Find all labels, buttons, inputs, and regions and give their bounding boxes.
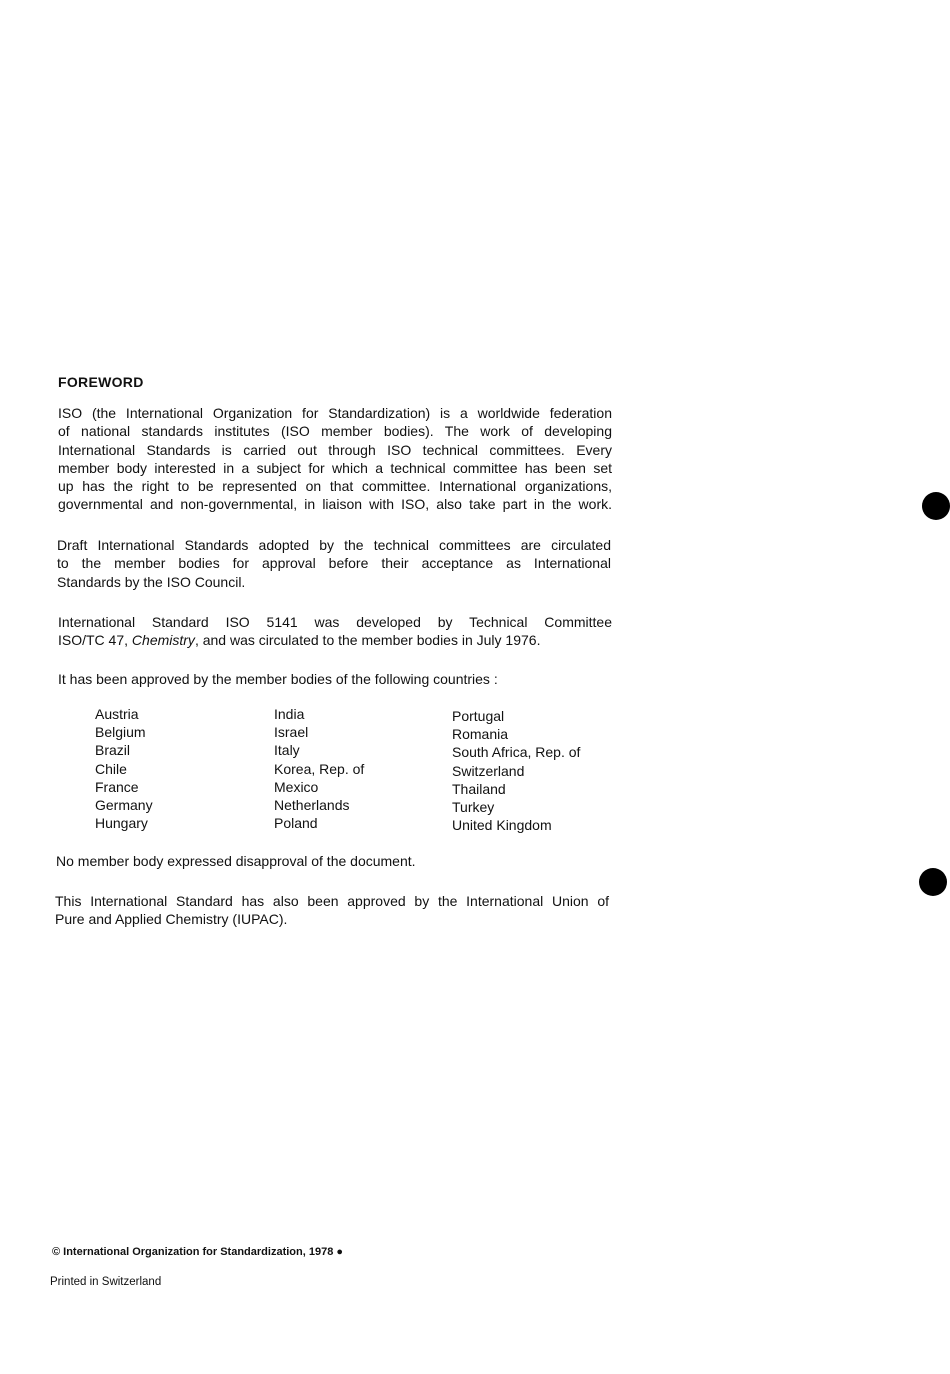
country-name: Belgium — [95, 724, 146, 741]
committee-name: Chemistry — [131, 632, 195, 649]
circulation-text: , and was circulated to the member bodies in July 1976. — [194, 632, 541, 649]
country-name: South Africa, Rep. of — [452, 744, 581, 761]
country-name: Austria — [95, 706, 139, 722]
country-name: India — [274, 706, 305, 722]
printed-location: Printed in Switzerland — [50, 1276, 162, 1288]
paragraph-iso-description — [58, 404, 612, 514]
country-name: France — [95, 778, 139, 795]
countries-column-1 — [95, 705, 153, 832]
country-name: Chile — [95, 760, 127, 777]
country-name: Israel — [274, 724, 309, 741]
country-name: Korea, Rep. of — [274, 760, 365, 777]
paragraph-line: Draft International Standards adopted by the technical committees are circulated — [57, 537, 611, 553]
paragraph-line — [58, 631, 612, 649]
committee-prefix: ISO/TC 47, — [58, 632, 132, 649]
country-name: Poland — [274, 815, 318, 832]
paragraph-line: International Standards is carried out through ISO technical committees. Every — [58, 441, 612, 458]
countries-column-3 — [452, 707, 580, 834]
paragraph-line: No member body expressed disapproval of the document. — [56, 853, 416, 869]
paragraph-line: ISO (the International Organization for Standardization) is a worldwide federation — [58, 405, 612, 421]
country-name: Thailand — [452, 780, 506, 797]
country-name: Brazil — [95, 742, 131, 759]
punch-hole-icon — [922, 492, 950, 520]
paragraph-draft-standards — [57, 536, 611, 591]
paragraph-line: member body interested in a subject for which a technical committee has been set — [58, 459, 612, 476]
paragraph-iupac-approval — [55, 892, 609, 929]
copyright-notice: © International Organization for Standardization, 1978 ● — [52, 1246, 344, 1258]
paragraph-line: of national standards institutes (ISO member bodies). The work of developing — [58, 423, 612, 440]
country-name: Portugal — [452, 708, 505, 724]
countries-column-2 — [274, 705, 364, 832]
country-name: Netherlands — [274, 797, 350, 814]
foreword-heading: FOREWORD — [58, 374, 144, 390]
country-name: United Kingdom — [452, 817, 552, 834]
punch-hole-icon — [919, 868, 947, 896]
paragraph-approval — [58, 670, 612, 688]
paragraph-line: This International Standard has also been approved by the International Union of — [55, 893, 609, 909]
paragraph-line: Pure and Applied Chemistry (IUPAC). — [55, 911, 288, 928]
paragraph-line: governmental and non-governmental, in liaison with ISO, also take part in the work. — [58, 496, 612, 513]
paragraph-no-disapproval — [56, 852, 610, 870]
country-name: Hungary — [95, 815, 148, 832]
paragraph-line: International Standard ISO 5141 was developed by Technical Committee — [58, 614, 612, 630]
country-name: Mexico — [274, 778, 319, 795]
country-name: Switzerland — [452, 762, 525, 779]
country-name: Germany — [95, 797, 153, 814]
paragraph-line: up has the right to be represented on that committee. International organizations, — [58, 478, 612, 495]
paragraph-development — [58, 613, 612, 650]
paragraph-line: to the member bodies for approval before their acceptance as International — [57, 555, 611, 572]
country-name: Turkey — [452, 799, 495, 816]
paragraph-line: Standards by the ISO Council. — [57, 573, 246, 590]
paragraph-line: It has been approved by the member bodies of the following countries : — [58, 671, 498, 687]
country-name: Romania — [452, 726, 509, 743]
country-name: Italy — [274, 742, 300, 759]
